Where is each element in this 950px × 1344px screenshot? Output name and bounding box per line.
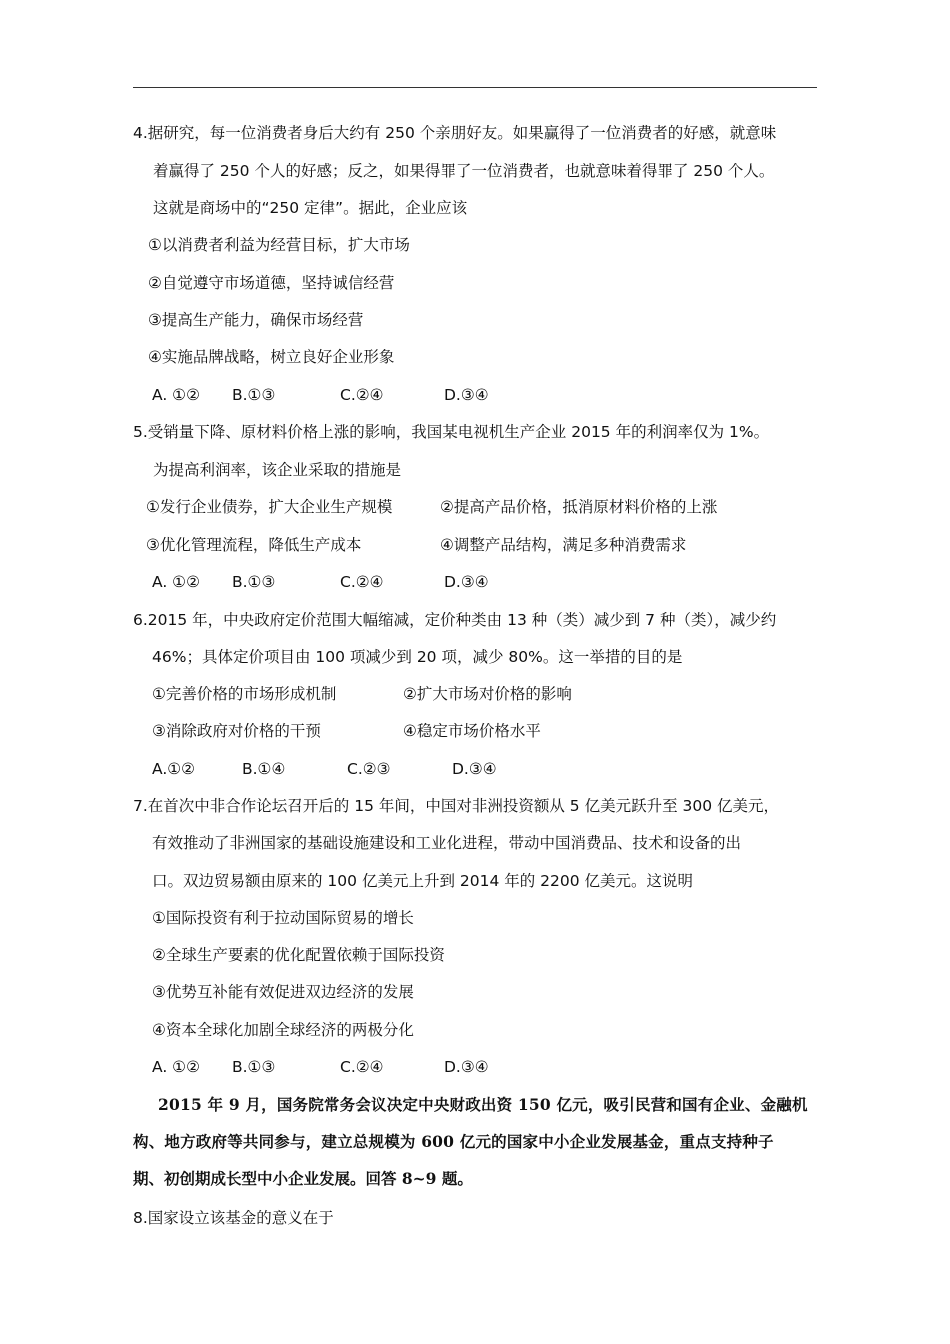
question-stem: 6.2015 年，中央政府定价范围大幅缩减，定价种类由 13 种（类）减少到 7 种（类），减少约 — [133, 611, 777, 629]
statement-item: ①国际投资有利于拉动国际贸易的增长 — [152, 909, 414, 927]
question-stem: 8.国家设立该基金的意义在于 — [133, 1209, 334, 1227]
passage-line: 2015 年 9 月，国务院常务会议决定中央财政出资 150 亿元，吸引民营和国有企业、金融机 — [158, 1095, 808, 1114]
statement-item: ④稳定市场价格水平 — [403, 722, 541, 740]
option-b: B.①③ — [232, 573, 276, 591]
question-stem: 为提高利润率，该企业采取的措施是 — [153, 461, 402, 479]
passage-line: 期、初创期成长型中小企业发展。回答 8~9 题。 — [133, 1169, 473, 1188]
statement-item: ①以消费者利益为经营目标，扩大市场 — [148, 236, 410, 254]
option-b: B.①③ — [232, 386, 276, 404]
statement-item: ①发行企业债券，扩大企业生产规模 — [146, 498, 393, 516]
statement-item: ②扩大市场对价格的影响 — [403, 685, 572, 703]
option-c: C.②④ — [340, 386, 384, 404]
question-stem: 有效推动了非洲国家的基础设施建设和工业化进程，带动中国消费品、技术和设备的出 — [152, 834, 742, 852]
option-d: D.③④ — [444, 1058, 489, 1076]
option-a: A. ①② — [152, 1058, 200, 1076]
option-b: B.①④ — [242, 760, 286, 778]
question-stem: 口。双边贸易额由原来的 100 亿美元上升到 2014 年的 2200 亿美元。这说明 — [152, 872, 694, 890]
question-stem: 46%；具体定价项目由 100 项减少到 20 项，减少 80%。这一举措的目的是 — [152, 648, 683, 666]
statement-item: ③优化管理流程，降低生产成本 — [146, 536, 362, 554]
statement-item: ②全球生产要素的优化配置依赖于国际投资 — [152, 946, 445, 964]
question-stem: 5.受销量下降、原材料价格上涨的影响，我国某电视机生产企业 2015 年的利润率仅为 1%。 — [133, 423, 770, 441]
passage-line: 构、地方政府等共同参与，建立总规模为 600 亿元的国家中小企业发展基金，重点支持种子 — [133, 1132, 774, 1151]
question-stem: 这就是商场中的“250 定律”。据此，企业应该 — [153, 199, 468, 217]
statement-item: ④资本全球化加剧全球经济的两极分化 — [152, 1021, 414, 1039]
statement-item: ①完善价格的市场形成机制 — [152, 685, 337, 703]
option-c: C.②④ — [340, 573, 384, 591]
statement-item: ②自觉遵守市场道德，坚持诚信经营 — [148, 274, 395, 292]
statement-item: ②提高产品价格，抵消原材料价格的上涨 — [440, 498, 718, 516]
option-a: A. ①② — [152, 386, 200, 404]
header-rule — [133, 87, 817, 88]
statement-item: ③消除政府对价格的干预 — [152, 722, 321, 740]
question-stem: 7.在首次中非合作论坛召开后的 15 年间，中国对非洲投资额从 5 亿美元跃升至 300 亿美元， — [133, 797, 780, 815]
question-stem: 4.据研究，每一位消费者身后大约有 250 个亲朋好友。如果赢得了一位消费者的好感，就意味 — [133, 124, 777, 142]
statement-item: ③提高生产能力，确保市场经营 — [148, 311, 364, 329]
statement-item: ④调整产品结构，满足多种消费需求 — [440, 536, 687, 554]
option-d: D.③④ — [444, 573, 489, 591]
option-b: B.①③ — [232, 1058, 276, 1076]
option-a: A. ①② — [152, 573, 200, 591]
option-c: C.②④ — [340, 1058, 384, 1076]
option-d: D.③④ — [452, 760, 497, 778]
option-d: D.③④ — [444, 386, 489, 404]
statement-item: ④实施品牌战略，树立良好企业形象 — [148, 348, 395, 366]
statement-item: ③优势互补能有效促进双边经济的发展 — [152, 983, 414, 1001]
option-c: C.②③ — [347, 760, 391, 778]
question-stem: 着赢得了 250 个人的好感；反之，如果得罪了一位消费者，也就意味着得罪了 250 个人。 — [153, 162, 775, 180]
option-a: A.①② — [152, 760, 196, 778]
